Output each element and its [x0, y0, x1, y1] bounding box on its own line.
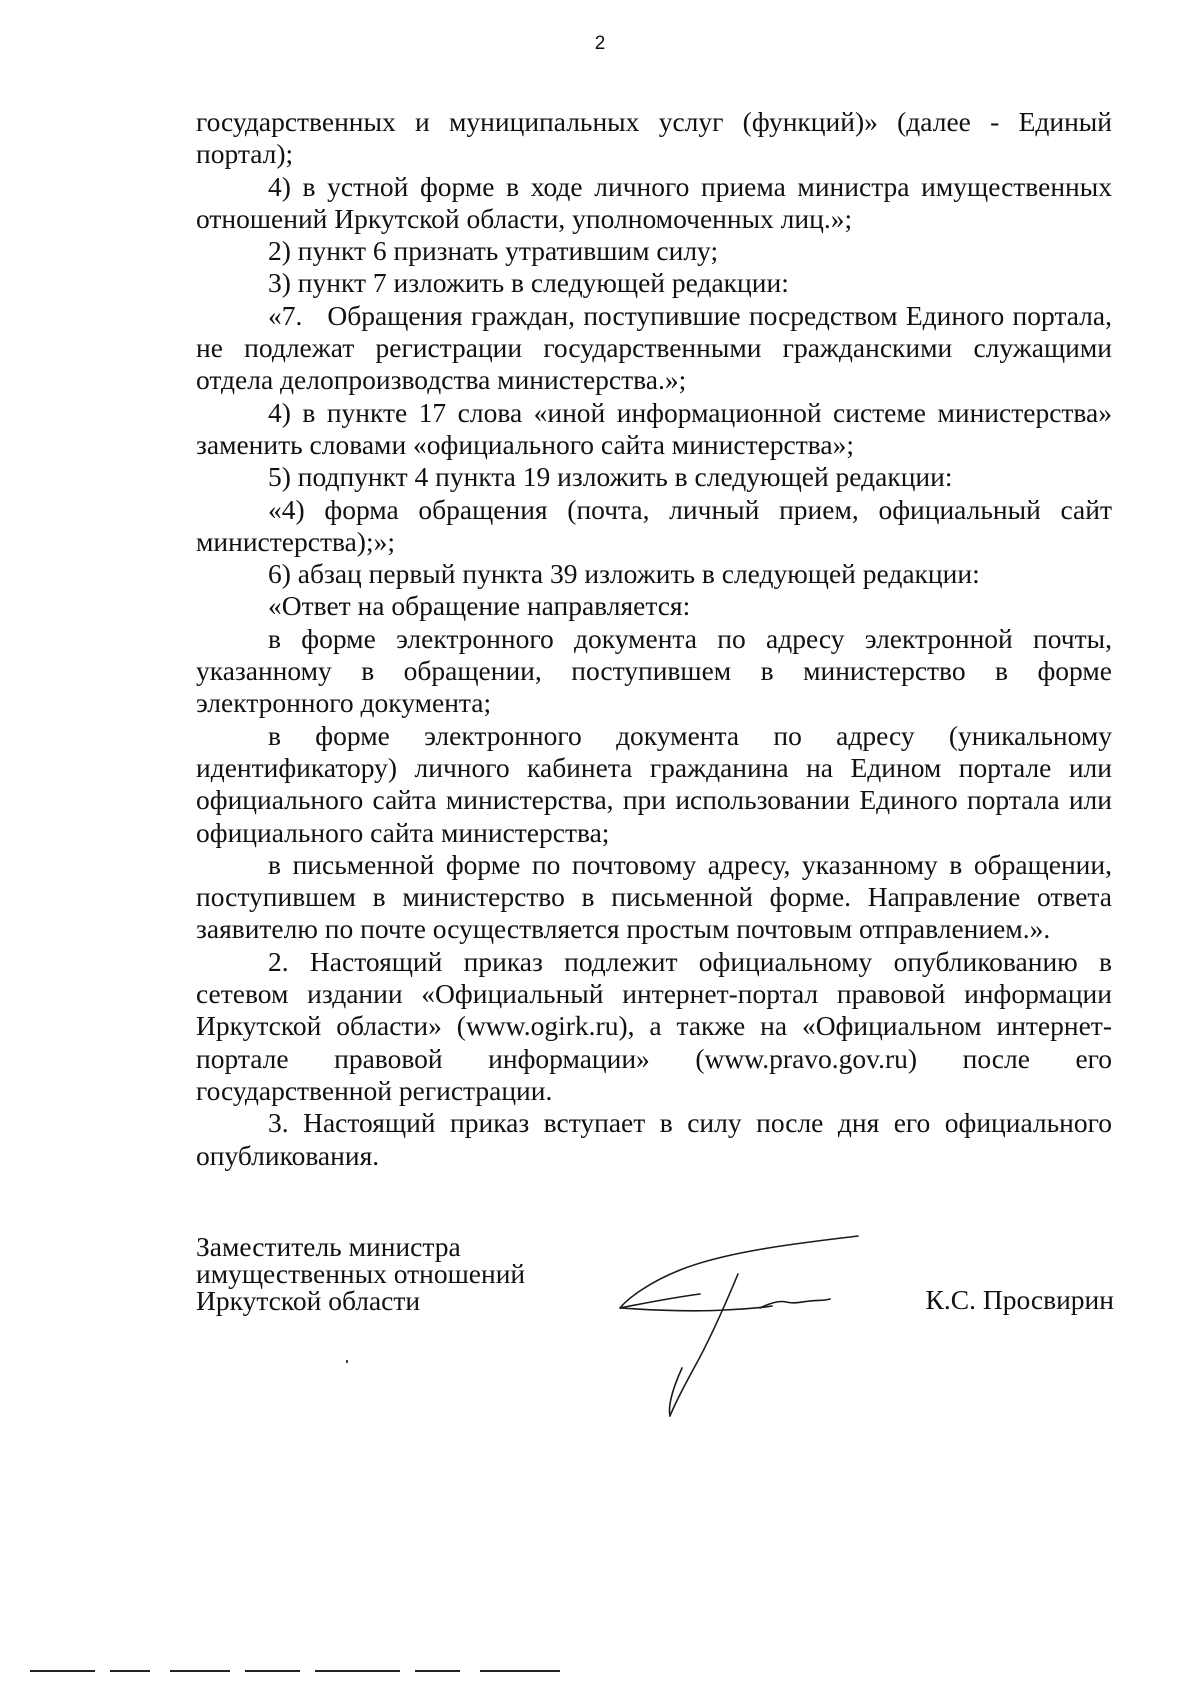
paragraph: «Ответ на обращение направляется:: [268, 590, 691, 622]
signatory-position-line: имущественных отношений: [196, 1258, 526, 1289]
signatory-position: [196, 1233, 525, 1314]
signer-name: К.С. Просвирин: [925, 1284, 1114, 1315]
handwritten-signature: [610, 1228, 870, 1428]
paragraph: государственных и муниципальных услуг (функций)» (далее - Единый портал);: [196, 106, 1112, 170]
paragraph: 2. Настоящий приказ подлежит официальному опубликованию в сетевом издании «Официальный интернет-портал правовой информации Иркутской области» (www.ogirk.ru), а также на «Официальном интернет-портале правовой информации» (www.pravo.gov.ru) после его государственной регистрации.: [196, 945, 1112, 1106]
paragraph: 6) абзац первый пункта 39 изложить в следующей редакции:: [268, 558, 980, 590]
paragraph: в письменной форме по почтовому адресу, указанному в обращении, поступившем в министерство в письменной форме. Направление ответа заявителю по почте осуществляется простым почтовым отправлением.».: [196, 848, 1112, 945]
page-number: 2: [594, 33, 606, 54]
scan-speck: [346, 1360, 348, 1363]
scan-edge-dashes: [0, 1668, 1200, 1674]
paragraph: 5) подпункт 4 пункта 19 изложить в следующей редакции:: [268, 461, 953, 493]
paragraph: 4) в пункте 17 слова «иной информационной системе министерства» заменить словами «официального сайта министерства»;: [196, 396, 1112, 460]
paragraph: «7. Обращения граждан, поступившие посредством Единого портала, не подлежат регистрации государственными гражданскими служащими отдела делопроизводства министерства.»;: [196, 299, 1119, 396]
signatory-position-line: Заместитель министра: [196, 1231, 461, 1262]
paragraph: 3) пункт 7 изложить в следующей редакции:: [268, 267, 789, 299]
paragraph: в форме электронного документа по адресу (уникальному идентификатору) личного кабинета гражданина на Едином портале или официального сайта министерства, при использовании Единого портала или официального сайта министерства;: [196, 719, 1112, 848]
paragraph: в форме электронного документа по адресу электронной почты, указанному в обращении, поступившем в министерство в форме электронного документа;: [196, 622, 1112, 719]
paragraph: 3. Настоящий приказ вступает в силу после дня его официального опубликования.: [196, 1107, 1112, 1171]
paragraph: 4) в устной форме в ходе личного приема министра имущественных отношений Иркутской области, уполномоченных лиц.»;: [196, 170, 1112, 234]
paragraph: 2) пункт 6 признать утратившим силу;: [268, 235, 719, 267]
document-body: [196, 106, 1119, 1172]
paragraph: «4) форма обращения (почта, личный прием, официальный сайт министерства);»;: [196, 493, 1112, 557]
signatory-position-line: Иркутской области: [196, 1285, 421, 1316]
